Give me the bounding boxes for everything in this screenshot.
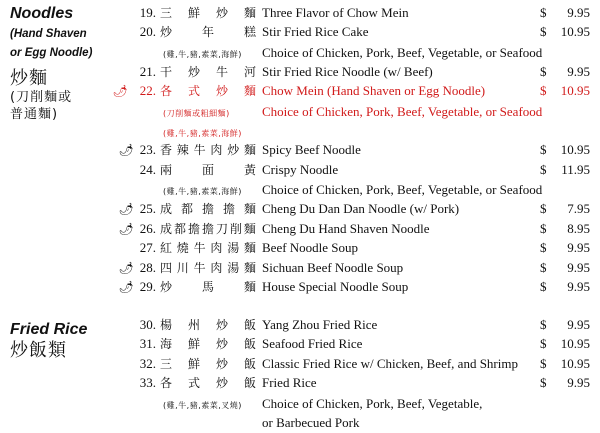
price-value: 9.95 [567, 240, 590, 255]
item-price [540, 336, 590, 352]
noodles-section-cn-subtitle: (刀削麵或 [10, 90, 73, 105]
chinese-character: 糕 [243, 25, 256, 39]
chinese-character: 麵 [243, 6, 256, 20]
item-english-name: House Special Noodle Soup [262, 279, 409, 294]
price-value: 9.95 [567, 317, 590, 332]
rice-section-cn-title: 炒飯類 [10, 340, 67, 361]
chinese-character: 海 [160, 337, 173, 351]
chinese-character: 刀 [215, 222, 228, 236]
chinese-character: 式 [187, 376, 200, 390]
item-chinese-name [160, 240, 256, 256]
item-chinese-name [160, 162, 256, 178]
chinese-character: 牛 [193, 143, 206, 157]
chinese-character: 麵 [243, 222, 256, 236]
item-chinese-name [160, 336, 256, 352]
currency-symbol: $ [540, 5, 547, 20]
chinese-character: 鮮 [187, 357, 200, 371]
currency-symbol: $ [540, 142, 547, 157]
chinese-character: 式 [187, 84, 200, 98]
item-chinese-name [160, 142, 256, 158]
item-chinese-note: (刀削麵或粗細麵) [163, 109, 230, 118]
item-chinese-name [160, 24, 256, 40]
menu-item [0, 198, 600, 220]
chinese-character: 河 [243, 65, 256, 79]
chinese-character: 年 [201, 25, 214, 39]
chinese-character: 炒 [215, 357, 228, 371]
chinese-character: 黃 [243, 163, 256, 177]
chinese-character: 香 [160, 143, 173, 157]
item-number: 20. [139, 24, 156, 39]
currency-symbol: $ [540, 201, 547, 216]
item-english-name: Crispy Noodle [262, 162, 339, 177]
chinese-character: 肉 [210, 261, 223, 275]
item-english-name: Fried Rice [262, 375, 317, 390]
chinese-character: 牛 [215, 65, 228, 79]
item-english-name: Stir Fried Rice Cake [262, 24, 369, 39]
currency-symbol: $ [540, 64, 547, 79]
item-chinese-note: (雞,牛,豬,素菜,海鮮) [163, 187, 242, 196]
item-price [540, 64, 590, 80]
price-value: 9.95 [567, 64, 590, 79]
currency-symbol: $ [540, 260, 547, 275]
chinese-character: 飯 [243, 318, 256, 332]
chinese-character: 飯 [243, 376, 256, 390]
item-english-name: Spicy Beef Noodle [262, 142, 361, 157]
chinese-character: 面 [201, 163, 214, 177]
chinese-character: 肉 [210, 143, 223, 157]
chinese-character: 炒 [215, 6, 228, 20]
chinese-character: 麵 [243, 280, 256, 294]
currency-symbol: $ [540, 317, 547, 332]
noodles-section-cn-subtitle: 普通麵) [10, 107, 59, 122]
chinese-character: 都 [173, 222, 186, 236]
chinese-character: 兩 [160, 163, 173, 177]
item-price [540, 317, 590, 333]
item-price [540, 240, 590, 256]
chinese-character: 擔 [201, 202, 214, 216]
price-value: 11.95 [561, 162, 590, 177]
currency-symbol: $ [540, 375, 547, 390]
item-price [540, 24, 590, 40]
chinese-character: 牛 [193, 241, 206, 255]
item-chinese-name [160, 64, 256, 80]
currency-symbol: $ [540, 279, 547, 294]
chili-pepper-icon: 🌶 [118, 143, 134, 157]
menu-item [0, 276, 600, 298]
item-options-text: or Barbecued Pork [262, 415, 360, 430]
item-english-name: Three Flavor of Chow Mein [262, 5, 409, 20]
price-value: 9.95 [567, 279, 590, 294]
chinese-character: 干 [160, 65, 173, 79]
chinese-character: 楊 [160, 318, 173, 332]
menu-item [0, 80, 600, 102]
item-price [540, 260, 590, 276]
item-chinese-name [160, 317, 256, 333]
item-price [540, 221, 590, 237]
chinese-character: 炒 [215, 318, 228, 332]
menu-item [0, 372, 600, 394]
chinese-character: 炒 [215, 337, 228, 351]
item-number: 22. [139, 83, 156, 98]
item-number: 33. [139, 375, 156, 390]
item-number: 29. [139, 279, 156, 294]
item-options-text: Choice of Chicken, Pork, Beef, Vegetable, or Seafood [262, 182, 543, 197]
chinese-character: 麵 [243, 261, 256, 275]
chinese-character: 炒 [215, 376, 228, 390]
item-english-name: Cheng Du Dan Dan Noodle (w/ Pork) [262, 201, 460, 216]
chinese-character: 湯 [227, 261, 240, 275]
item-english-name: Stir Fried Rice Noodle (w/ Beef) [262, 64, 433, 79]
price-value: 9.95 [567, 375, 590, 390]
menu-item-note [0, 100, 600, 122]
chinese-character: 紅 [160, 241, 173, 255]
currency-symbol: $ [540, 356, 547, 371]
item-price [540, 142, 590, 158]
chinese-character: 各 [160, 376, 173, 390]
chinese-character: 燒 [176, 241, 189, 255]
item-chinese-note: (雞,牛,豬,素菜,海鮮) [163, 129, 242, 138]
chinese-character: 炒 [227, 143, 240, 157]
price-value: 10.95 [560, 336, 590, 351]
chinese-character: 擔 [222, 202, 235, 216]
item-english-name: Cheng Du Hand Shaven Noodle [262, 221, 430, 236]
currency-symbol: $ [540, 24, 547, 39]
item-price [540, 5, 590, 21]
chinese-character: 麵 [243, 143, 256, 157]
price-value: 10.95 [560, 83, 590, 98]
chinese-character: 炒 [187, 65, 200, 79]
chinese-character: 牛 [193, 261, 206, 275]
noodles-section-title: Noodles [10, 5, 74, 22]
chinese-character: 都 [180, 202, 193, 216]
chili-pepper-icon: 🌶 [118, 261, 134, 275]
item-options-text: Choice of Chicken, Pork, Beef, Vegetable, or Seafood [262, 45, 543, 60]
chinese-character: 麵 [243, 84, 256, 98]
item-options-text: Choice of Chicken, Pork, Beef, Vegetable, or Seafood [262, 104, 543, 119]
chinese-character: 炒 [160, 25, 173, 39]
chinese-character: 馬 [201, 280, 214, 294]
item-english-name: Beef Noodle Soup [262, 240, 359, 255]
item-english-name: Sichuan Beef Noodle Soup [262, 260, 404, 275]
chili-pepper-icon: 🌶 [112, 84, 128, 98]
price-value: 7.95 [567, 201, 590, 216]
price-value: 10.95 [560, 24, 590, 39]
item-number: 23. [139, 142, 156, 157]
item-price [540, 201, 590, 217]
menu-item [0, 21, 600, 43]
chinese-character: 擔 [187, 222, 200, 236]
item-price [540, 356, 590, 372]
chinese-character: 各 [160, 84, 173, 98]
rice-section-title: Fried Rice [10, 321, 88, 338]
item-chinese-name [160, 260, 256, 276]
chinese-character: 四 [160, 261, 173, 275]
item-number: 31. [139, 336, 156, 351]
item-english-name: Seafood Fried Rice [262, 336, 363, 351]
menu-item [0, 333, 600, 355]
item-number: 21. [139, 64, 156, 79]
item-chinese-name [160, 375, 256, 391]
item-english-name: Chow Mein (Hand Shaven or Egg Noodle) [262, 83, 486, 98]
menu-item-note [0, 41, 600, 63]
chili-pepper-icon: 🌶 [118, 222, 134, 236]
chinese-character: 飯 [243, 357, 256, 371]
item-price [540, 279, 590, 295]
menu-item [0, 237, 600, 259]
chinese-character: 肉 [210, 241, 223, 255]
item-number: 28. [139, 260, 156, 275]
price-value: 9.95 [567, 260, 590, 275]
noodles-section-cn-title: 炒麵 [10, 68, 48, 89]
chinese-character: 擔 [201, 222, 214, 236]
chili-pepper-icon: 🌶 [118, 280, 134, 294]
item-chinese-name [160, 201, 256, 217]
chinese-character: 麵 [243, 202, 256, 216]
chinese-character: 三 [160, 6, 173, 20]
currency-symbol: $ [540, 240, 547, 255]
chinese-character: 三 [160, 357, 173, 371]
item-number: 30. [139, 317, 156, 332]
price-value: 9.95 [567, 5, 590, 20]
item-chinese-note: (雞,牛,豬,素菜,叉燒) [163, 401, 242, 410]
menu-item-note [0, 411, 600, 433]
chinese-character: 鮮 [187, 337, 200, 351]
item-number: 32. [139, 356, 156, 371]
item-number: 19. [139, 5, 156, 20]
item-chinese-name [160, 5, 256, 21]
item-chinese-note: (雞,牛,豬,素菜,海鮮) [163, 50, 242, 59]
chinese-character: 飯 [243, 337, 256, 351]
chinese-character: 州 [187, 318, 200, 332]
chinese-character: 麵 [243, 241, 256, 255]
chili-pepper-icon: 🌶 [118, 202, 134, 216]
menu-item [0, 139, 600, 161]
item-price [540, 375, 590, 391]
item-price [540, 83, 590, 99]
price-value: 10.95 [560, 142, 590, 157]
item-chinese-name [160, 356, 256, 372]
currency-symbol: $ [540, 221, 547, 236]
item-number: 26. [139, 221, 156, 236]
currency-symbol: $ [540, 162, 547, 177]
chinese-character: 削 [229, 222, 242, 236]
chinese-character: 炒 [160, 280, 173, 294]
chinese-character: 成 [160, 222, 173, 236]
chinese-character: 湯 [227, 241, 240, 255]
chinese-character: 辣 [176, 143, 189, 157]
chinese-character: 成 [160, 202, 173, 216]
item-chinese-name [160, 221, 256, 237]
item-options-text: Choice of Chicken, Pork, Beef, Vegetable, [262, 396, 483, 411]
noodles-section-subtitle: or Egg Noodle) [10, 47, 93, 59]
item-chinese-name [160, 83, 256, 99]
price-value: 8.95 [567, 221, 590, 236]
menu-item-note [0, 178, 600, 200]
item-english-name: Classic Fried Rice w/ Chicken, Beef, and Shrimp [262, 356, 518, 371]
currency-symbol: $ [540, 83, 547, 98]
item-chinese-name [160, 279, 256, 295]
chinese-character: 鮮 [187, 6, 200, 20]
item-price [540, 162, 590, 178]
item-number: 25. [139, 201, 156, 216]
currency-symbol: $ [540, 336, 547, 351]
chinese-character: 川 [176, 261, 189, 275]
item-number: 24. [139, 162, 156, 177]
chinese-character: 炒 [215, 84, 228, 98]
item-number: 27. [139, 240, 156, 255]
item-english-name: Yang Zhou Fried Rice [262, 317, 378, 332]
price-value: 10.95 [560, 356, 590, 371]
noodles-section-subtitle: (Hand Shaven [10, 28, 87, 40]
